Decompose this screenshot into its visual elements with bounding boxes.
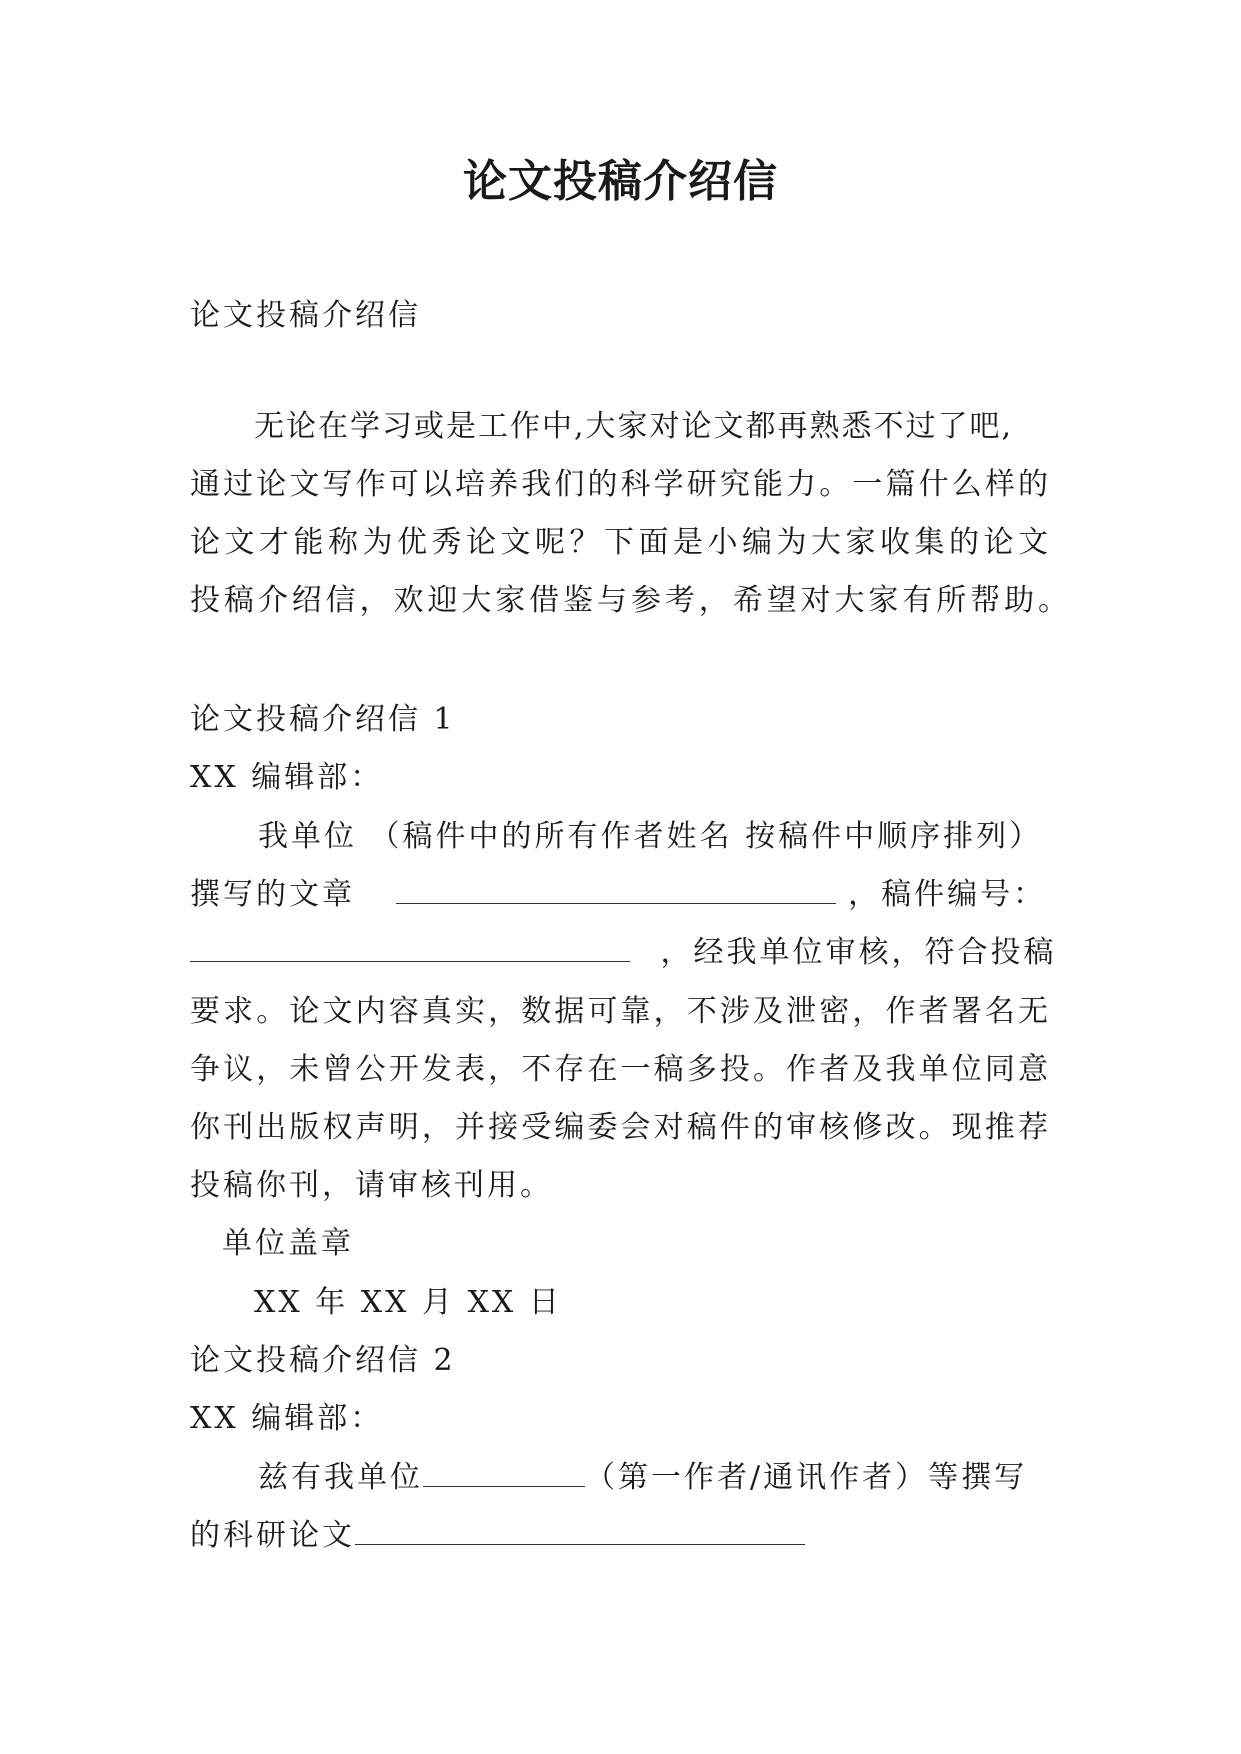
- intro-line-1: 无论在学习或是工作中,大家对论文都再熟悉不过了吧,: [254, 409, 1014, 444]
- letter1-line2-text: 撰写的文章: [190, 877, 355, 912]
- letter2-line2-text: 的科研论文: [190, 1518, 355, 1553]
- letter1-line-1: 我单位 （稿件中的所有作者姓名 按稿件中顺序排列）: [258, 819, 1043, 854]
- letter1-body-4: 投稿你刊，请审核刊用。: [190, 1168, 553, 1203]
- letter2-line1-tail: （第一作者/通讯作者）等撰写: [585, 1460, 1028, 1495]
- first-author-blank: [423, 1460, 585, 1487]
- letter1-line-2: [190, 873, 1046, 917]
- letter2-salutation: XX 编辑部：: [190, 1401, 384, 1436]
- letter2-line-2: [190, 1514, 805, 1558]
- letter1-heading: 论文投稿介绍信 1: [190, 702, 456, 737]
- letter1-salutation: XX 编辑部：: [190, 760, 384, 795]
- letter1-line3-tail: ，经我单位审核，符合投稿: [660, 935, 1057, 970]
- manuscript-number-blank: [190, 935, 630, 962]
- letter1-line-3: [190, 931, 1057, 975]
- paper-title-blank: [355, 1518, 805, 1545]
- letter1-body-2: 争议，未曾公开发表，不存在一稿多投。作者及我单位同意: [190, 1052, 1050, 1087]
- letter2-line-1: [258, 1456, 1027, 1500]
- letter1-body-1: 要求。论文内容真实，数据可靠，不涉及泄密，作者署名无: [190, 994, 1050, 1029]
- subtitle: 论文投稿介绍信: [190, 298, 421, 333]
- letter1-date: XX 年 XX 月 XX 日: [254, 1285, 562, 1320]
- letter1-body-3: 你刊出版权声明，并接受编委会对稿件的审核修改。现推荐: [190, 1110, 1050, 1145]
- intro-line-3: 论文才能称为优秀论文呢？下面是小编为大家收集的论文: [190, 525, 1050, 560]
- letter2-line1-text: 兹有我单位: [258, 1460, 423, 1495]
- intro-line-4: 投稿介绍信，欢迎大家借鉴与参考，希望对大家有所帮助。: [190, 583, 1070, 618]
- intro-line-2: 通过论文写作可以培养我们的科学研究能力。一篇什么样的: [190, 467, 1050, 502]
- letter1-seal: 单位盖章: [222, 1226, 354, 1261]
- article-title-blank: [396, 877, 836, 904]
- letter1-line2-tail: ，稿件编号：: [848, 877, 1047, 912]
- letter2-heading: 论文投稿介绍信 2: [190, 1343, 456, 1378]
- document-title: 论文投稿介绍信: [463, 156, 778, 207]
